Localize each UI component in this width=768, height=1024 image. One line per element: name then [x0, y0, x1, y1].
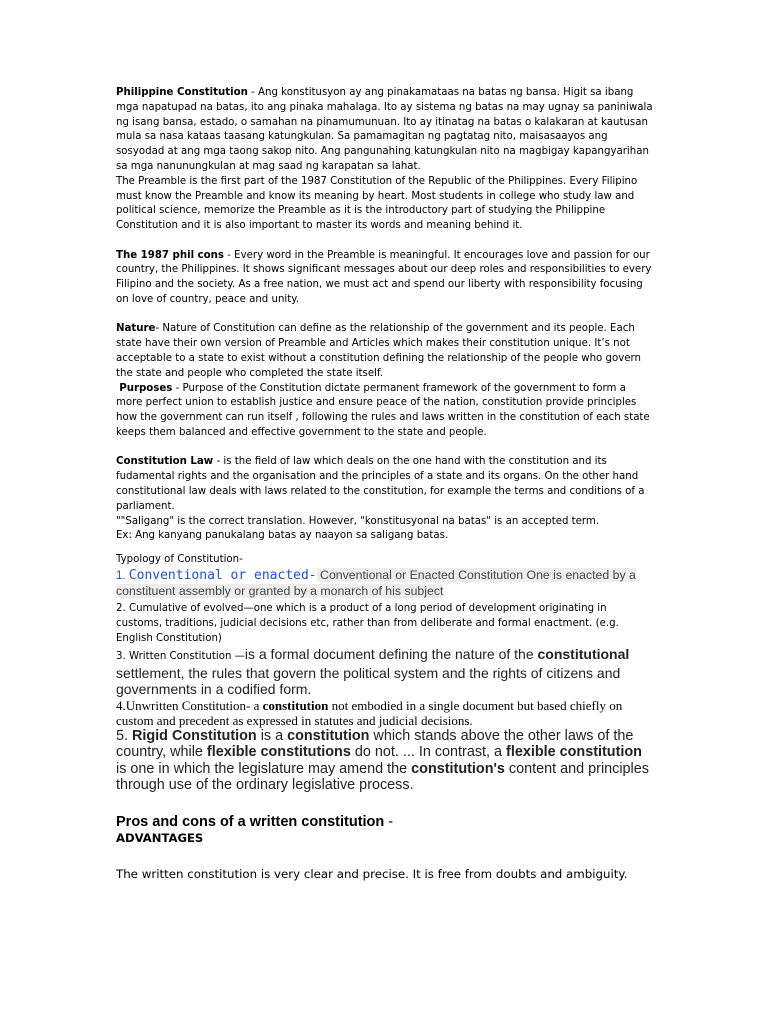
item-name: Conventional or enacted-	[128, 567, 317, 583]
typology-title: Typology of Constitution-	[116, 554, 243, 566]
item-text: is a	[256, 727, 288, 744]
item-body: Conventional or Enacted Constitution One is enacted by a constituent assembly or granted by a monarch of his subject	[116, 567, 636, 599]
item-bold: constitution	[262, 697, 329, 713]
item-text: which stands above the other laws of the country, while	[116, 727, 634, 761]
item-number: 1.	[116, 569, 129, 582]
paragraph-written-constitution: The written constitution is very clear and precise. It is free from doubts and ambiguity.	[116, 866, 628, 881]
item-bold: constitution	[287, 727, 370, 744]
heading-separator: -	[172, 382, 183, 394]
advantages-heading: ADVANTAGES	[116, 830, 204, 845]
heading-separator: -	[224, 249, 235, 261]
heading-separator: -	[384, 813, 394, 830]
paragraph-philippine-constitution	[116, 86, 654, 175]
document-page	[116, 86, 654, 883]
item-text: is a formal document defining the nature of the	[244, 645, 538, 662]
typology-item-conventional	[116, 568, 654, 601]
pros-cons-title: Pros and cons of a written constitution	[116, 813, 385, 830]
heading-separator: -	[213, 456, 224, 468]
item-number: 5.	[116, 727, 132, 744]
paragraph-body: Every word in the Preamble is meaningful. It encourages love and passion for our country, the Philippines. It shows significant messages about our deep roles and responsibilities to every Filipino and the society. As a free nation, we must act and spend our liberty with responsibility focusing on love of country, peace and unity.	[116, 249, 652, 305]
typology-item-unwritten	[116, 698, 654, 728]
item-bold: flexible constitutions	[206, 744, 351, 761]
heading-philippine-constitution: Philippine Constitution	[116, 87, 248, 98]
paragraph-body: Nature of Constitution can define as the relationship of the government and its people. Each state have their own version of Preamble and Articles which makes their constitution unique. It’s not acceptable to a state to exist without a constitution defining the relationship of the people who govern the state and people who completed the state itself.	[116, 323, 641, 379]
item-bold: constitution's	[411, 760, 505, 777]
paragraph-purposes	[116, 382, 654, 441]
item-lead: 3. Written Constitution —	[116, 650, 245, 662]
item-text: content and principles through use of the ordinary legislative process.	[116, 760, 649, 794]
item-bold: constitutional	[537, 645, 630, 662]
paragraph-example: Ex: Ang kanyang panukalang batas ay naayon sa saligang batas.	[116, 530, 449, 542]
paragraph-preamble: The Preamble is the first part of the 1987 Constitution of the Republic of the Philippines. Every Filipino must know the Preamble and know its meaning by heart. Most students in college who study law and political science, memorize the Preamble as it is the introductory part of studying the Philippine Constitution and it is also important to master its words and meaning behind it.	[116, 175, 638, 232]
heading-nature: Nature	[116, 323, 156, 335]
typology-item-rigid	[116, 728, 654, 794]
heading-separator: -	[155, 323, 163, 335]
item-bold: flexible constitution	[506, 744, 642, 761]
paragraph-body: is the field of law which deals on the one hand with the constitution and its fudamental rights and the organisation and the principles of a state and its organs. On the other hand constitutional law deals with laws related to the constitution, for example the terms and conditions of a parliament.	[116, 456, 645, 512]
paragraph-body: Ang konstitusyon ay ang pinakamataas na batas ng bansa. Higit sa ibang mga napatupad na batas, ito ang pinaka mahalaga. Ito ay sistema ng batas na may ugnay sa paniniwala ng isang bansa, estado, o samahan na pinamumunuan. Ito ay itinatag na batas o kalakaran at kautusan mula sa nasa kataas taasang katungkulan. Sa pamamagitan ng pagtatag nito, maisasaayos ang sosyodad at ang mga taong sakop nito. Ang pangunahing katungkulan nito na magbigay kapangyarihan sa mga nanunungkulan at mag saad ng karapatan sa lahat.	[116, 87, 653, 172]
pros-cons-heading	[116, 814, 654, 831]
heading-constitution-law: Constitution Law	[116, 456, 214, 468]
item-text: not embodied in a single document but based chiefly on custom and precedent as expressed in statutes and judicial decisions.	[116, 697, 623, 728]
typology-item-written	[116, 646, 654, 698]
paragraph-nature	[116, 322, 654, 381]
item-text: is one in which the legislature may amend the	[116, 760, 412, 777]
heading-1987-phil-cons: The 1987 phil cons	[116, 249, 224, 261]
paragraph-constitution-law	[116, 455, 654, 514]
heading-purposes: Purposes	[119, 382, 173, 394]
heading-separator: -	[247, 87, 259, 98]
paragraph-1987-phil-cons	[116, 249, 654, 308]
item-bold: Rigid Constitution	[132, 727, 257, 744]
item-text: settlement, the rules that govern the political system and the rights of citizens and governments in a codified form.	[116, 665, 621, 698]
typology-item-cumulative: 2. Cumulative of evolved—one which is a product of a long period of development originating in customs, traditions, judicial decisions etc, rather than from deliberate and formal enactment. (e.g. English Constitution)	[116, 602, 619, 644]
paragraph-saligang: ""Saligang" is the correct translation. However, "konstitusyonal na batas" is an accepted term.	[116, 515, 600, 527]
paragraph-body: Purpose of the Constitution dictate permanent framework of the government to form a more perfect union to establish justice and ensure peace of the nation, constitution provide principles how the government can run itself , following the rules and laws written in the constitution of each state keeps them balanced and effective government to the state and people.	[116, 382, 650, 438]
item-text: do not. ... In contrast, a	[350, 744, 507, 761]
item-text: 4.Unwritten Constitution- a	[116, 697, 263, 713]
